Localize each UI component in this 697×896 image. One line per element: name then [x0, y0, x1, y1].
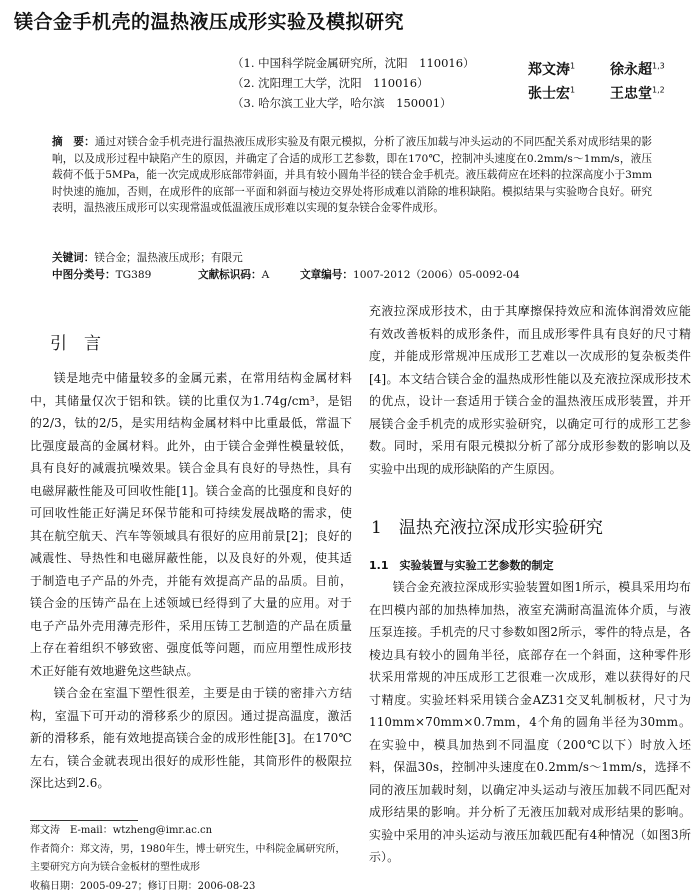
clc-label: 中图分类号：	[52, 269, 116, 281]
article-label: 文章编号：	[300, 269, 353, 281]
intro-heading: 引 言	[50, 329, 101, 354]
classification-line	[52, 267, 151, 282]
keywords-text: 镁合金；温热液压成形；有限元	[94, 252, 242, 264]
abstract-label: 摘 要：	[52, 136, 95, 148]
keywords	[52, 250, 243, 265]
footnote-dates: 收稿日期：2005-09-27；修订日期：2006-08-23	[30, 878, 350, 896]
footnote-author-bio: 作者简介：郑文涛，男，1980年生，博士研究生，中科院金属研究所，主要研究方向为镁合金板材的塑性成形	[30, 841, 350, 878]
article-number	[300, 267, 520, 282]
abstract-text: 通过对镁合金手机壳进行温热液压成形实验及有限元模拟，分析了液压加载与冲头运动的不同匹配关系对成形结果的影响，以及成形过程中缺陷产生的原因，并确定了合适的成形工艺参数，即在170℃，控制冲头速度在0.2mm/s～1mm/s，液压载荷不低于5MPa，能一次完成成形底部带斜面，并具有较小圆角半径的镁合金手机壳。液压载荷应在坯料的拉深高度小于3mm时快速的施加，否则，在成形件的底部一平面和斜面与棱边交界处将形成难以消除的堆积缺陷。模拟结果与实验吻合良好。研究表明，温热液压成形可以实现常温或低温液压成形难以实现的复杂镁合金零件成形。	[52, 136, 652, 214]
doc-code	[198, 267, 269, 282]
right-column-intro	[369, 300, 691, 480]
intro-paragraph-1: 镁是地壳中储量较多的金属元素，在常用结构金属材料中，其储量仅次于铝和铁。镁的比重仅为1.74g/cm³，是铝的2/3，钛的2/5，是实用结构金属材料中比重最低，常温下比强度最高的金属材料。此外，由于镁合金弹性模量较低，具有良好的减震抗噪效果。镁合金具有良好的导热性，具有电磁屏蔽性能及可回收性能[1]。镁合金高的比强度和良好的可回收性能正好满足环保节能和可持续发展战略的需求，使其在航空航天、汽车等领域具有很好的应用前景[2]；良好的减震性、导热性和电磁屏蔽性能，以及良好的外观，使其适于制造电子产品的外壳，并能有效提高产品的品质。目前，镁合金的压铸产品在上述领域已经得到了大量的应用。对于电子产品外壳用薄壳形件，采用压铸工艺制造的产品在质量上存在着组织不够致密、强度低等问题，而应用塑性成形技术正好能有效地避免这些缺点。	[30, 367, 352, 682]
footnotes	[30, 822, 350, 896]
right-column-body	[369, 576, 691, 869]
footnote-rule	[30, 820, 138, 821]
left-column	[30, 367, 352, 795]
section-1-heading: 1 温热充液拉深成形实验研究	[371, 513, 603, 538]
author-4: 王忠堂$^{1,2}$	[610, 83, 665, 103]
affiliation-3: （3. 哈尔滨工业大学，哈尔滨 150001）	[232, 95, 452, 111]
doc-label: 文献标识码：	[198, 269, 262, 281]
abstract	[52, 134, 652, 217]
article-value: 1007-2012（2006）05-0092-04	[353, 269, 520, 281]
author-3: 张士宏$^1$	[528, 83, 575, 103]
affiliation-2: （2. 沈阳理工大学，沈阳 110016）	[232, 75, 429, 91]
author-1: 郑文涛$^1$	[528, 59, 575, 79]
clc-value: TG389	[116, 269, 152, 281]
keywords-label: 关键词：	[52, 252, 94, 264]
doc-value: A	[262, 269, 270, 281]
affiliation-1: （1. 中国科学院金属研究所，沈阳 110016）	[232, 55, 475, 71]
subsection-1-1-heading: 1.1 实验装置与实验工艺参数的制定	[369, 557, 554, 573]
author-2: 徐永超$^{1,3}$	[610, 59, 665, 79]
footnote-email: 郑文涛 E-mail：wtzheng@imr.ac.cn	[30, 822, 350, 841]
subsection-paragraph-1: 镁合金充液拉深成形实验装置如图1所示，模具采用均布在凹模内部的加热棒加热，液室充满耐高温流体介质，与液压泵连接。手机壳的尺寸参数如图2所示，零件的特点是，各棱边具有较小的圆角半径，底部存在一个斜面，这种零件形状采用常规的冲压成形工艺很难一次成形，难以获得好的尺寸精度。实验坯料采用镁合金AZ31交叉轧制板材，尺寸为110mm×70mm×0.7mm，4个角的圆角半径为30mm。在实验中，模具加热到不同温度（200℃以下）时放入坯料，保温30s，控制冲头速度在0.2mm/s～1mm/s，选择不同的液压加载时刻，以确定冲头运动与液压加载不同匹配对成形结果的影响。并分析了无液压加载对成形结果的影响。实验中采用的冲头运动与液压加载匹配有4种情况（如图3所示）。	[369, 576, 691, 869]
right-paragraph-1: 充液拉深成形技术，由于其摩擦保持效应和流体润滑效应能有效改善板料的成形条件，而且成形零件具有良好的尺寸精度，并能成形常规冲压成形工艺难以一次成形的复杂板类件[4]。本文结合镁合金的温热成形性能以及充液拉深成形技术的优点，设计一套适用于镁合金的温热液压成形装置，并开展镁合金手机壳的成形实验研究，以确定可行的成形工艺参数。同时，采用有限元模拟分析了部分成形参数的影响以及实验中出现的成形缺陷的产生原因。	[369, 300, 691, 480]
intro-paragraph-2: 镁合金在室温下塑性很差，主要是由于镁的密排六方结构，室温下可开动的滑移系少的原因。通过提高温度，激活新的滑移系，能有效地提高镁合金的成形性能[3]。在170℃左右，镁合金就表现出很好的成形性能，其筒形件的极限拉深比达到2.6。	[30, 682, 352, 795]
paper-title: 镁合金手机壳的温热液压成形实验及模拟研究	[14, 7, 404, 34]
